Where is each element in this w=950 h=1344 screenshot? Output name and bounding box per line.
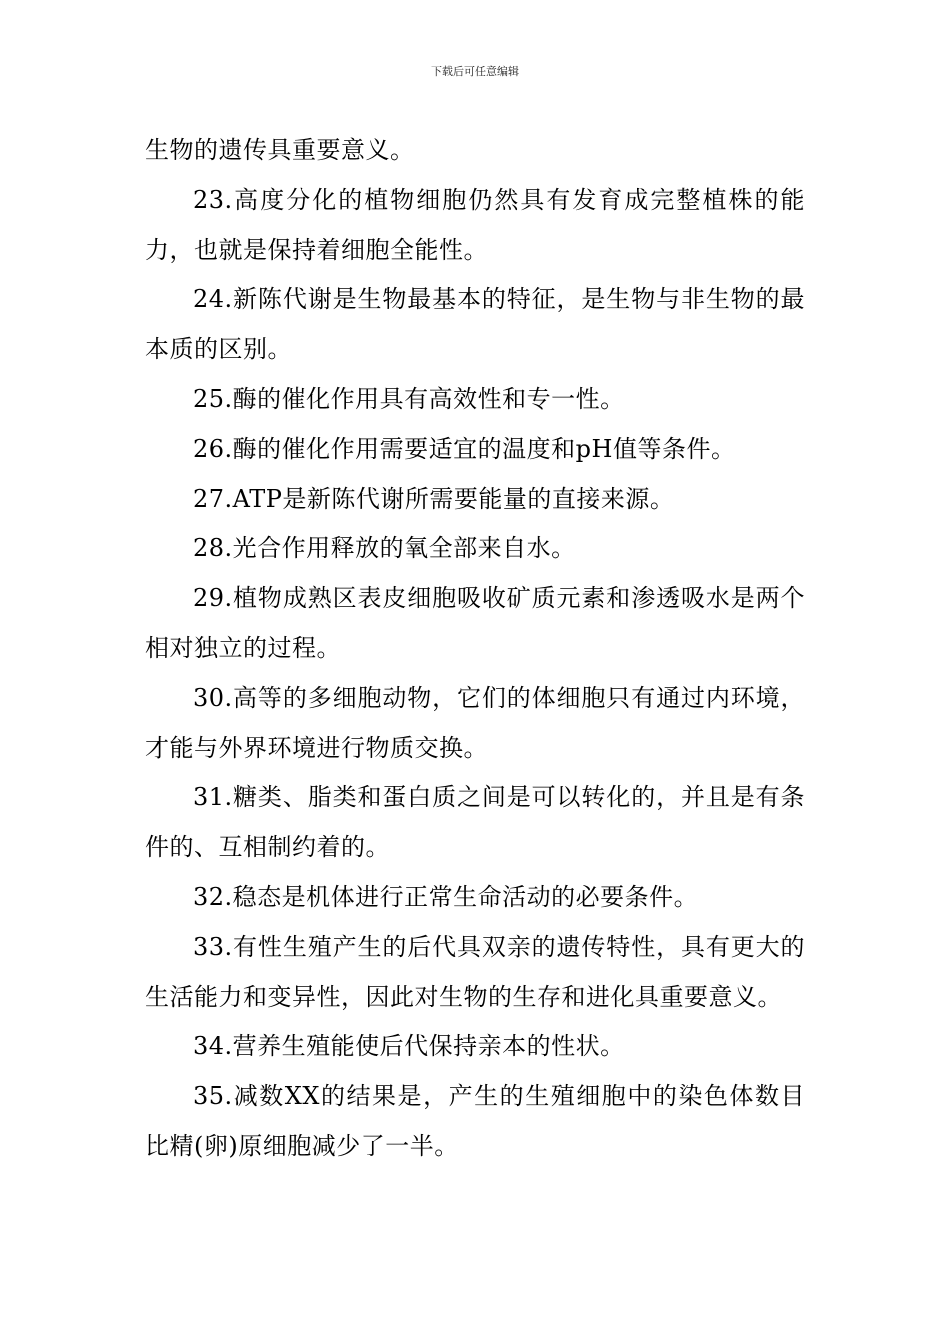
paragraph: 25.酶的催化作用具有高效性和专一性。 <box>193 384 625 413</box>
paragraph: 35.减数XX的结果是，产生的生殖细胞中的染色体数目比精(卵)原细胞减少了一半。 <box>145 1082 805 1160</box>
paragraph: 34.营养生殖能使后代保持亲本的性状。 <box>193 1032 625 1061</box>
paragraph: 29.植物成熟区表皮细胞吸收矿质元素和渗透吸水是两个相对独立的过程。 <box>145 584 805 662</box>
paragraph: 27.ATP是新陈代谢所需要能量的直接来源。 <box>193 484 675 513</box>
document-body <box>145 126 805 1172</box>
paragraph: 30.高等的多细胞动物，它们的体细胞只有通过内环境，才能与外界环境进行物质交换。 <box>145 683 805 762</box>
paragraph: 31.糖类、脂类和蛋白质之间是可以转化的，并且是有条件的、互相制约着的。 <box>145 783 805 862</box>
page-header: 下载后可任意编辑 <box>431 65 519 78</box>
paragraph: 26.酶的催化作用需要适宜的温度和pH值等条件。 <box>193 434 736 463</box>
paragraph: 24.新陈代谢是生物最基本的特征，是生物与非生物的最本质的区别。 <box>145 285 805 364</box>
paragraph: 生物的遗传具重要意义。 <box>145 136 415 164</box>
paragraph: 23.高度分化的植物细胞仍然具有发育成完整植株的能力，也就是保持着细胞全能性。 <box>145 185 805 264</box>
paragraph: 32.稳态是机体进行正常生命活动的必要条件。 <box>193 882 699 911</box>
paragraph: 33.有性生殖产生的后代具双亲的遗传特性，具有更大的生活能力和变异性，因此对生物的生存和进化具重要意义。 <box>145 932 805 1011</box>
paragraph: 28.光合作用释放的氧全部来自水。 <box>193 534 576 563</box>
